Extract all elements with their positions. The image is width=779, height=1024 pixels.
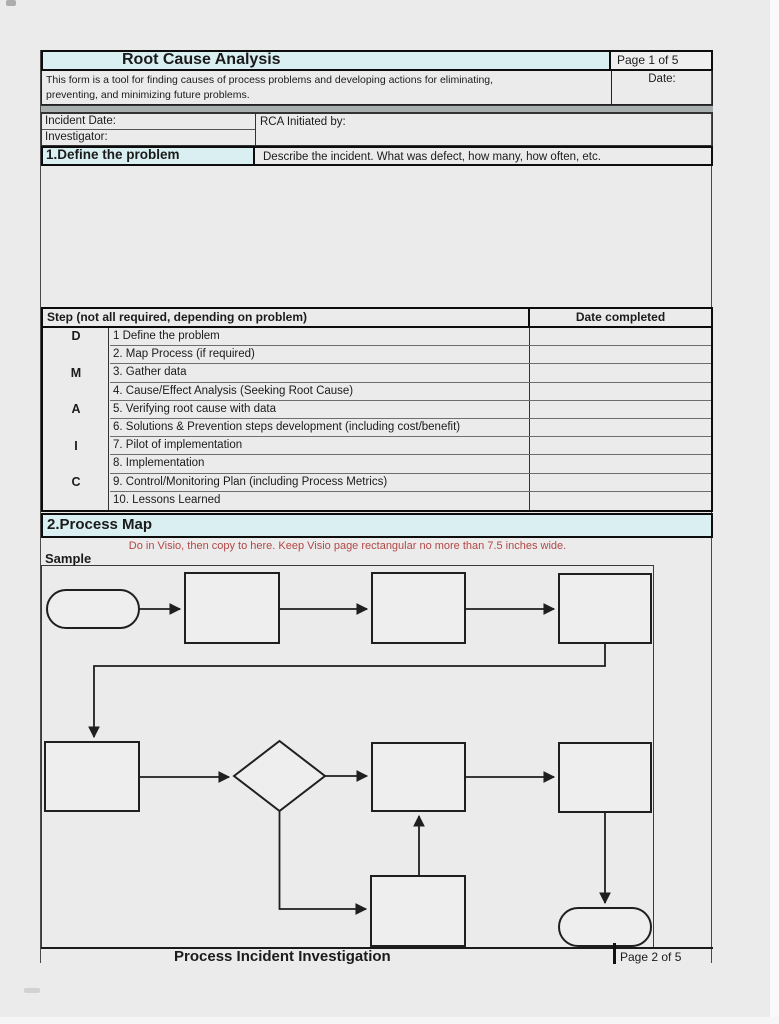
dmaic-gutter [43, 328, 109, 510]
flow-decision-diamond [234, 741, 325, 811]
form-title: Root Cause Analysis [43, 52, 611, 69]
table-row [110, 328, 711, 346]
flow-process-box-3 [559, 574, 651, 643]
date-completed-cell[interactable] [530, 492, 711, 510]
visio-note: Do in Visio, then copy to here. Keep Visio page rectangular no more than 7.5 inches wide. [128, 540, 567, 552]
date-completed-cell[interactable] [530, 383, 711, 400]
date-completed-cell[interactable] [530, 474, 711, 491]
flow-process-box-7 [371, 876, 465, 946]
scan-edge-strip [0, 1017, 779, 1024]
scan-edge-strip [770, 0, 779, 1024]
section1-instruction: Describe the incident. What was defect, how many, how often, etc. [255, 146, 713, 166]
sample-label: Sample [45, 551, 92, 566]
form-description-row [41, 71, 713, 105]
steps-table-header [41, 307, 713, 328]
table-row [110, 455, 711, 473]
section1-heading: 1.Define the problem [41, 146, 255, 166]
dmaic-letter: C [71, 475, 81, 489]
flow-connector-elbow [94, 643, 605, 737]
flow-process-box-5 [372, 743, 465, 811]
section-divider-bar [41, 105, 713, 113]
dmaic-letter: M [70, 366, 82, 380]
section2-heading: 2.Process Map [41, 513, 713, 538]
rca-initiated-field[interactable] [256, 114, 712, 145]
steps-rows [110, 328, 711, 510]
step-label: 7. Pilot of implementation [110, 437, 530, 454]
step-label: 5. Verifying root cause with data [110, 401, 530, 418]
scan-artifact [24, 988, 40, 993]
step-label: 9. Control/Monitoring Plan (including Process Metrics) [110, 474, 530, 491]
scan-artifact [6, 0, 16, 6]
table-row [110, 364, 711, 382]
form-header-row [41, 50, 713, 71]
date-completed-cell[interactable] [530, 328, 711, 345]
step-label: 8. Implementation [110, 455, 530, 472]
incident-info-left [42, 114, 256, 145]
table-row [110, 437, 711, 455]
flowchart-svg [42, 566, 653, 947]
date-completed-cell[interactable] [530, 419, 711, 436]
table-row [110, 401, 711, 419]
footer-page-number: Page 2 of 5 [620, 950, 682, 964]
flow-process-box-6 [559, 743, 651, 812]
table-row [110, 383, 711, 401]
date-completed-cell[interactable] [530, 455, 711, 472]
table-row [110, 346, 711, 364]
flow-process-box-2 [372, 573, 465, 643]
rca-initiated-label: RCA Initiated by: [260, 116, 346, 128]
date-field[interactable] [612, 71, 712, 104]
problem-description-area[interactable] [41, 166, 713, 307]
step-label: 3. Gather data [110, 364, 530, 381]
page-number-cell: Page 1 of 5 [611, 52, 711, 69]
step-label: 6. Solutions & Prevention steps development (including cost/benefit) [110, 419, 530, 436]
flow-process-box-1 [185, 573, 279, 643]
footer-title: Process Incident Investigation [174, 948, 391, 965]
description-line-1: This form is a tool for finding causes of process problems and developing actions for eliminating, [46, 74, 494, 86]
date-completed-cell[interactable] [530, 364, 711, 381]
incident-date-field[interactable] [42, 114, 255, 130]
date-completed-cell[interactable] [530, 437, 711, 454]
flow-process-box-4 [45, 742, 139, 811]
investigator-label: Investigator: [45, 131, 108, 143]
process-map-sample [41, 565, 654, 948]
page-break-marker [613, 943, 616, 964]
date-completed-header: Date completed [575, 310, 666, 324]
date-completed-cell[interactable] [530, 346, 711, 363]
incident-info-block [41, 113, 713, 146]
date-label: Date: [648, 73, 676, 85]
investigator-field[interactable] [42, 130, 255, 145]
dmaic-letter: A [71, 402, 81, 416]
date-completed-cell[interactable] [530, 401, 711, 418]
flow-end-terminator [559, 908, 651, 946]
description-line-2: preventing, and minimizing future problems. [46, 89, 250, 101]
step-label: 1 Define the problem [110, 328, 530, 345]
incident-date-label: Incident Date: [45, 115, 116, 127]
table-row [110, 474, 711, 492]
step-label: 10. Lessons Learned [110, 492, 530, 510]
steps-table [41, 307, 713, 512]
flow-start-terminator [47, 590, 139, 628]
step-label: 4. Cause/Effect Analysis (Seeking Root Cause) [110, 383, 530, 400]
table-row [110, 419, 711, 437]
rca-form-page [40, 50, 712, 963]
steps-header-label: Step (not all required, depending on problem) [43, 309, 530, 326]
dmaic-letter: I [74, 439, 78, 453]
step-label: 2. Map Process (if required) [110, 346, 530, 363]
dmaic-letter: D [71, 329, 81, 343]
flow-connector-elbow [280, 811, 367, 909]
form-description [42, 71, 612, 104]
steps-table-body [41, 328, 713, 512]
section1-row [41, 146, 713, 166]
table-row [110, 492, 711, 510]
